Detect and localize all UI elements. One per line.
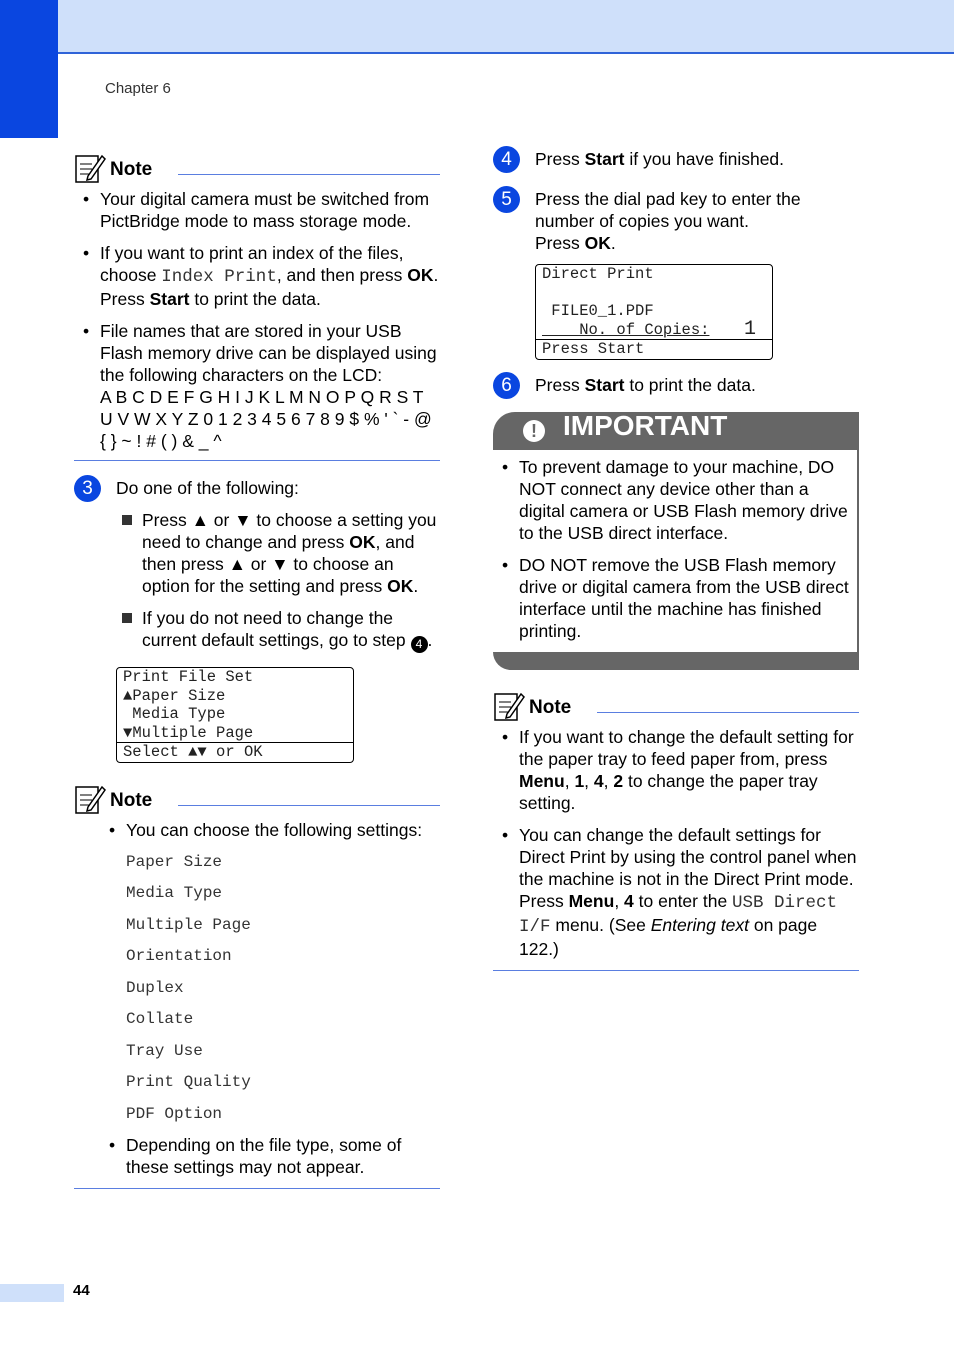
step-text: Do one of the following: [116,478,299,498]
option-item: Multiple Page [126,915,251,934]
header-bar [0,0,954,54]
step-text: Press OK. [535,233,616,253]
option-item: Orientation [126,947,232,965]
note-title: Note [110,159,153,180]
lcd-row: No. of Copies: 1 [542,317,756,341]
page-number-bar [0,1284,64,1302]
note-end-rule [493,970,859,971]
list-item: • If you want to change the default setting for the paper tray to feed paper from, press Menu, 1, 4, 2 to change the paper tray setting. [493,726,859,814]
note-list [74,1134,440,1178]
option-item: PDF Option [126,1104,223,1123]
step-6: 6 Press Start to print the data. [493,374,859,396]
step-number-badge: 3 [74,475,101,502]
note-title: Note [529,696,572,718]
list-item: • Your digital camera must be switched from PictBridge mode to mass storage mode. [74,188,440,232]
lcd-display [116,667,354,763]
left-column [74,152,440,1189]
option-item: Tray Use [126,1041,203,1060]
note-title: Note [110,789,153,811]
step-text: Press the dial pad key to enter the number of copies you want. [535,189,801,231]
note-pencil-icon [74,783,106,815]
note-end-rule [74,460,440,461]
step-5 [493,188,859,360]
up-arrow-icon: ▲ [191,510,209,530]
lcd-row: FILE0_1.PDF [542,302,654,320]
lcd-row: Direct Print [542,265,654,283]
settings-options [74,851,440,1135]
note-rule [178,174,440,175]
lcd-row: Print File Set [123,668,254,686]
step-4: 4 Press Start if you have finished. [493,148,859,170]
important-box [493,409,859,670]
important-footer [493,652,857,670]
note-heading [74,783,440,819]
page-number: 44 [73,1282,90,1299]
option-item: Paper Size [126,852,223,871]
down-arrow-icon: ▼ [123,723,133,742]
step-number-badge: 4 [493,146,520,173]
step-ref-badge: 4 [411,636,428,653]
option-item: Media Type [126,884,223,902]
note-rule [178,805,440,806]
up-arrow-icon: ▲ [123,686,133,705]
option-item: Collate [126,1010,194,1028]
up-arrow-icon: ▲ [228,554,246,574]
list-item: • To prevent damage to your machine, DO NOT connect any device other than a digital camera or USB Flash memory drive to the USB direct interface. [493,456,853,544]
step-number-badge: 6 [493,372,520,399]
up-down-arrow-icon: ▲▼ [188,743,207,761]
note-rule [597,712,859,713]
chapter-label: Chapter 6 [105,80,171,97]
down-arrow-icon: ▼ [271,554,289,574]
option-item: Print Quality [126,1073,251,1091]
list-item: • If you want to print an index of the files, choose Index Print, and then press OK. Press Start to print the data. [74,242,440,310]
list-item: If you do not need to change the current default settings, go to step 4 . [116,607,440,653]
lcd-row: Press Start [542,340,645,358]
list-item: • You can choose the following settings: [100,819,440,841]
step-number-badge: 5 [493,186,520,213]
list-item: • Depending on the file type, some of these settings may not appear. [100,1134,440,1178]
important-heading [493,409,857,450]
note-heading [493,690,859,726]
lcd-display [535,264,773,360]
chapter-tab [0,0,58,138]
note-pencil-icon [74,152,106,184]
step-3 [74,477,440,763]
right-column [493,148,859,971]
important-list [493,456,857,642]
lcd-row: ▲Paper Size [123,686,226,705]
note-list [74,188,440,452]
lcd-row: Media Type [123,705,226,723]
list-item: • You can change the default settings for Direct Print by using the control panel when the machine is not in the Direct Print mode. Press Menu, 4 to enter the USB Direct I/F menu. (See Entering text on page 122.) [493,824,859,960]
note-pencil-icon [493,690,525,722]
lcd-row: Select ▲▼ or OK [123,743,263,761]
copies-value: 1 [743,317,756,341]
note-end-rule [74,1188,440,1189]
list-item: • File names that are stored in your USB Flash memory drive can be displayed using the following characters on the LCD: A B C D E F G H I J K L M N O P Q R S T U V W X Y Z 0 1 2 3 4 5 6 7 8 9 $ % ' ` - @ { } ~ ! # ( ) & _ ^ [74,320,440,452]
list-item: Press ▲ or ▼ to choose a setting you need to change and press OK, and then press ▲ or ▼ to choose an option for the setting and press OK. [116,509,440,597]
lcd-row: ▼Multiple Page [123,723,254,742]
note-heading [74,152,440,188]
down-arrow-icon: ▼ [234,510,252,530]
note-list [493,726,859,960]
lcd-row [536,284,772,303]
list-item: • DO NOT remove the USB Flash memory drive or digital camera from the USB direct interface until the machine has finished printing. [493,554,853,642]
exclamation-icon: ! [523,420,545,442]
note-list [74,819,440,841]
important-title: IMPORTANT [563,409,728,441]
option-item: Duplex [126,978,184,997]
